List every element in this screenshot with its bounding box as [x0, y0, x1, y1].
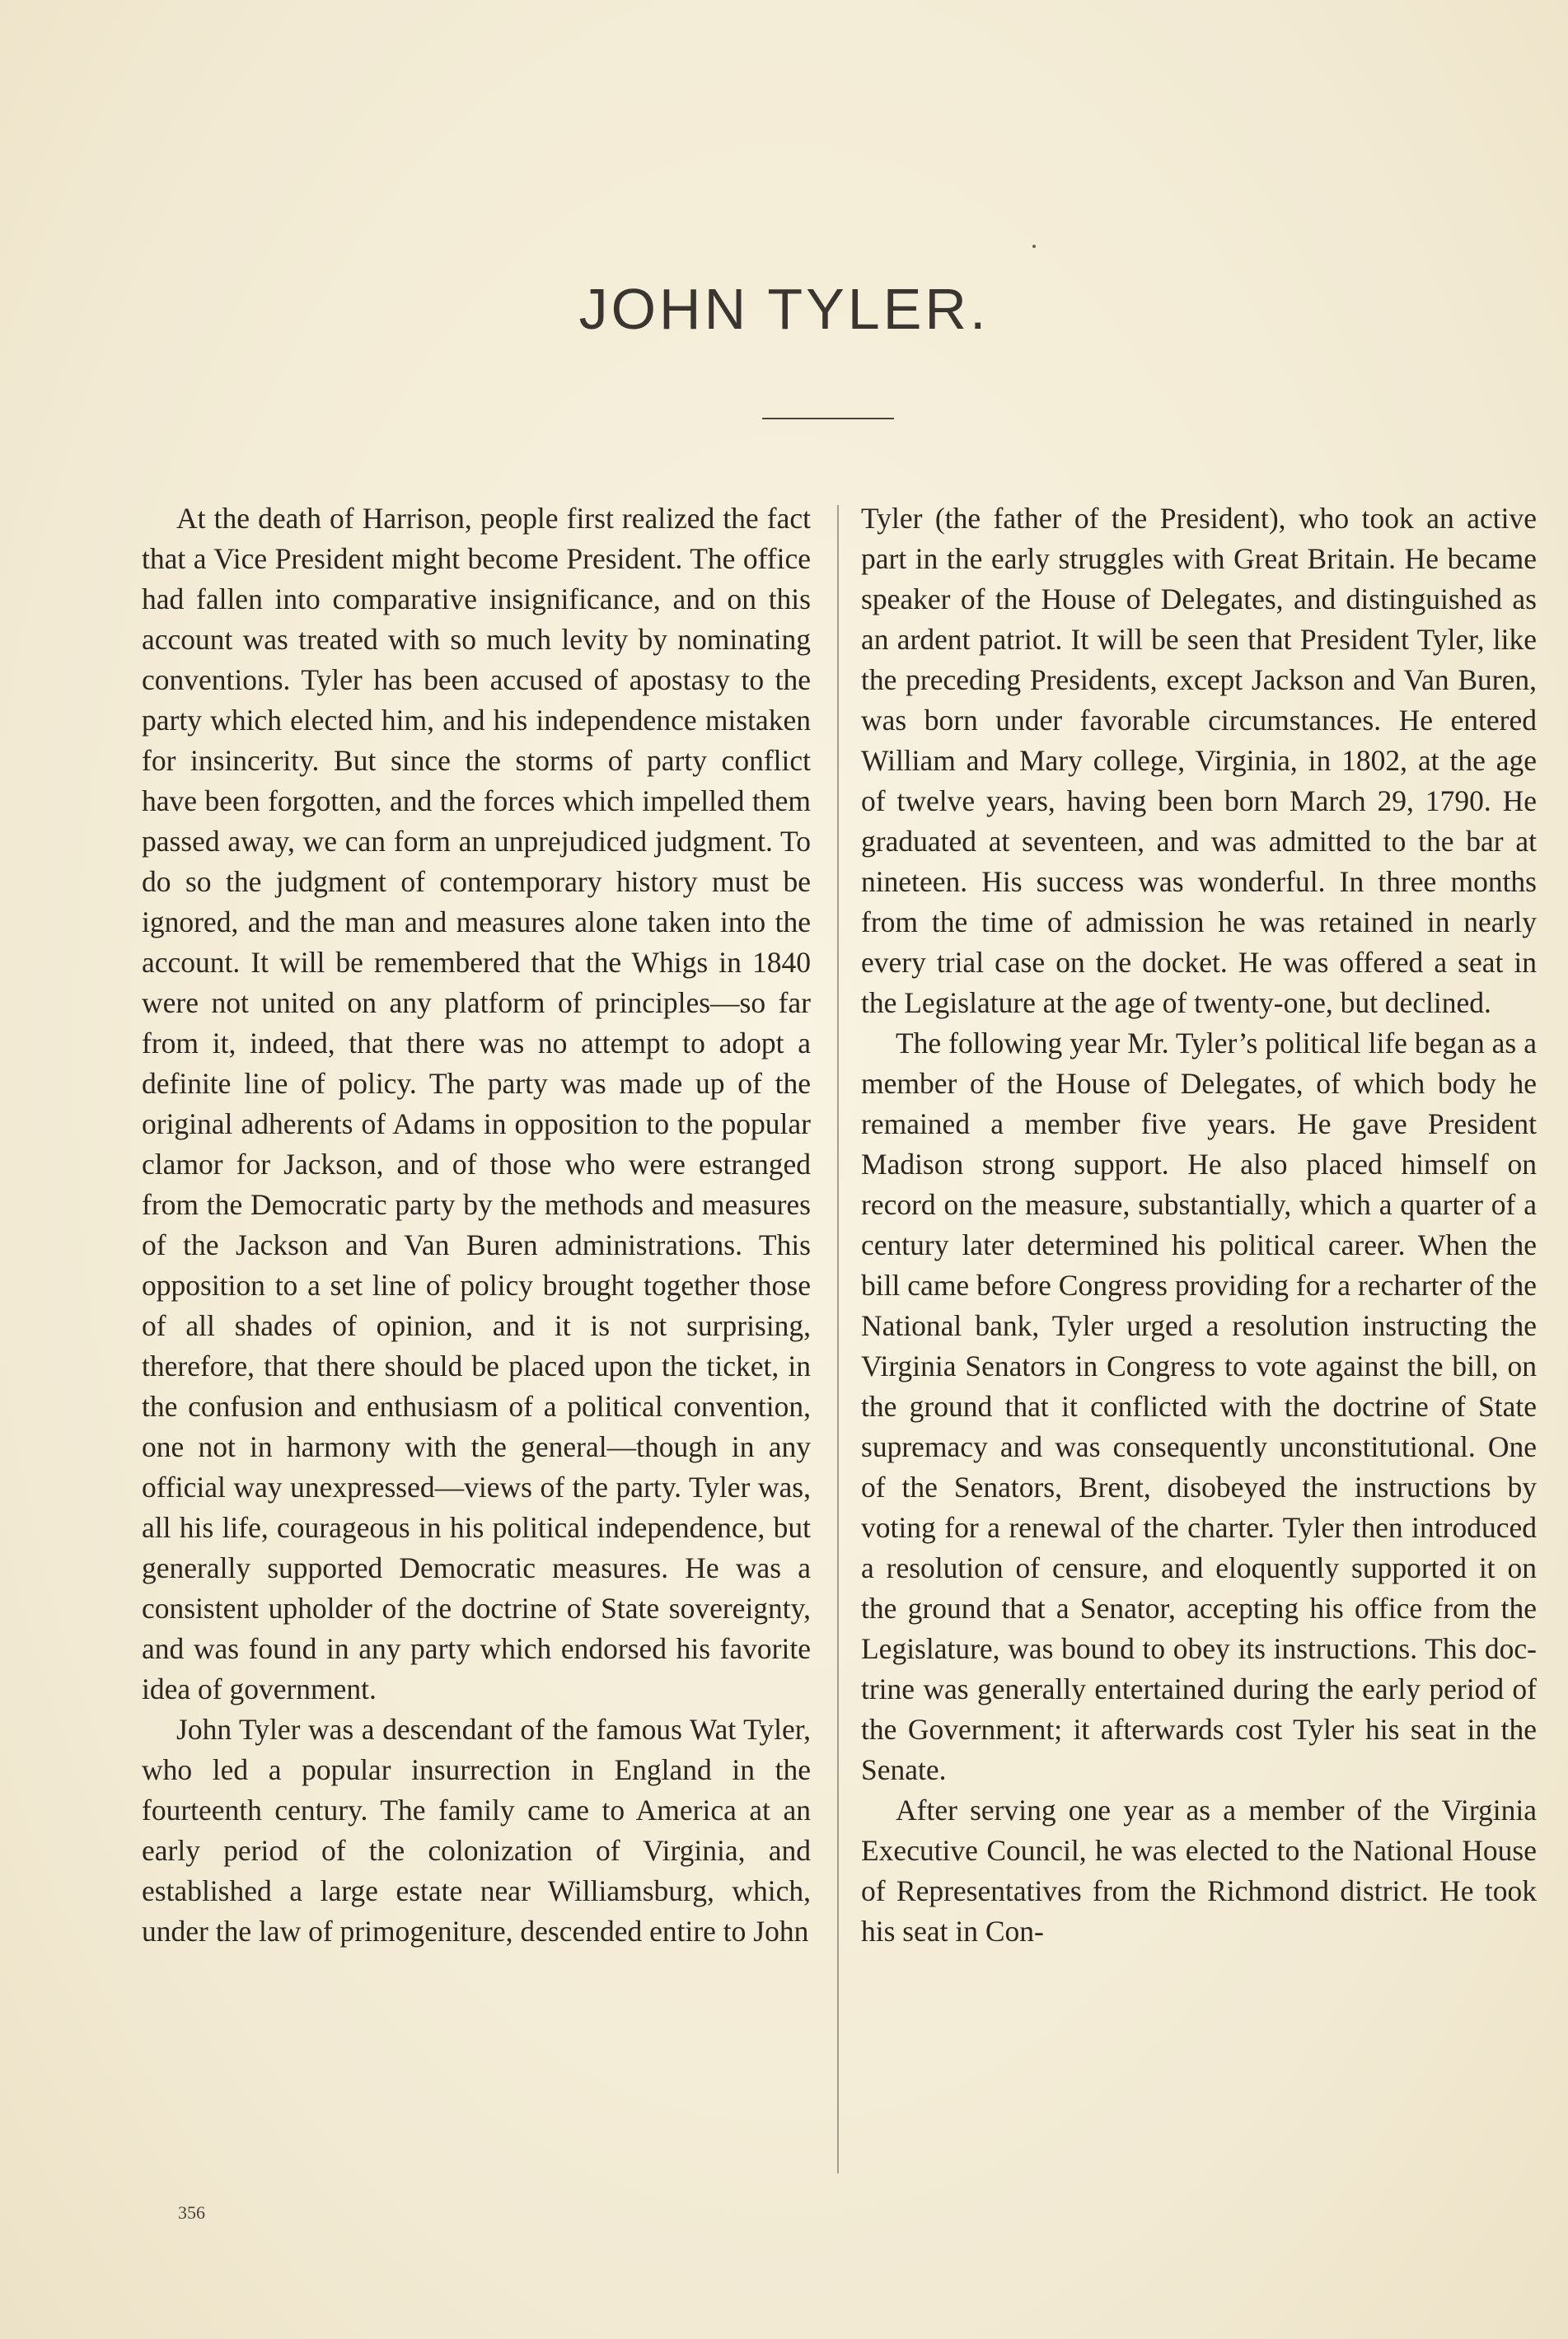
right-paragraph-1: Tyler (the father of the President), who took an active part in the early struggles with Great Britain. He became speaker of the House of Delegates, and distinguished as an ardent patriot. It will be seen that President Tyler, like the preceding Presidents, except Jackson and Van Buren, was born under favorable circumstances. He entered William and Mary college, Virginia, in 1802, at the age of twelve years, having been born March 29, 1790. He graduated at seventeen, and was admitted to the bar at nineteen. His success was wonderful. In three months from the time of admission he was retained in nearly every trial case on the docket. He was offered a seat in the Legislature at the age of twenty-one, but declined. — [861, 502, 1537, 1019]
left-column — [142, 498, 811, 1952]
right-paragraph-2: The following year Mr. Tyler’s political life began as a member of the House of Delegates, of which body he remained a member five years. He gave President Madison strong support. He also placed himself on record on the measure, substantially, which a quarter of a century later determined his political career. When the bill came before Congress providing for a recharter of the National bank, Tyler urged a resolution instructing the Virginia Senators in Congress to vote against the bill, on the ground that it conflicted with the doctrine of State supremacy and was consequently unconstitutional. One of the Senators, Brent, disobeyed the instructions by voting for a renewal of the charter. Tyler then introduced a resolution of censure, and eloquently supported it on the ground that a Senator, accepting his office from the Legislature, was bound to obey its instructions. This doctrine was generally entertained during the early period of the Government; it afterwards cost Tyler his seat in the Senate. — [861, 1027, 1537, 1786]
right-column — [861, 498, 1537, 1952]
column-divider — [837, 505, 839, 2173]
left-paragraph-2: John Tyler was a descendant of the famous Wat Tyler, who led a popular insurrection in England in the fourteenth century. The family came to America at an early period of the colonization of Virginia, and established a large estate near Williamsburg, which, under the law of primogeniture, descended entire to John — [142, 1713, 811, 1948]
page-number: 356 — [178, 2202, 205, 2223]
right-paragraph-3: After serving one year as a member of the Virginia Executive Council, he was elected to the National House of Representatives from the Richmond district. He took his seat in Con- — [861, 1794, 1537, 1948]
title-rule — [762, 418, 894, 419]
page-title: JOHN TYLER. — [578, 277, 990, 341]
paper-speck — [1032, 245, 1036, 248]
left-paragraph-1: At the death of Harrison, people first realized the fact that a Vice President might become President. The office had fallen into comparative insignificance, and on this account was treated with so much levity by nominating conventions. Tyler has been accused of apostasy to the party which elected him, and his independence mistaken for insincerity. But since the storms of party conflict have been forgotten, and the forces which impelled them passed away, we can form an unprejudiced judgment. To do so the judgment of contemporary history must be ignored, and the man and measures alone taken into the account. It will be remembered that the Whigs in 1840 were not united on any platform of principles—so far from it, indeed, that there was no attempt to adopt a definite line of policy. The party was made up of the original adherents of Adams in opposition to the popular clamor for Jackson, and of those who were estranged from the Democratic party by the methods and measures of the Jackson and Van Buren administrations. This opposition to a set line of policy brought together those of all shades of opinion, and it is not surprising, therefore, that there should be placed upon the ticket, in the confusion and enthusiasm of a political convention, one not in harmony with the general—though in any official way unexpressed—views of the party. Tyler was, all his life, courageous in his political independence, but generally supported Democratic measures. He was a consistent upholder of the doctrine of State sovereignty, and was found in any party which endorsed his favorite idea of government. — [142, 502, 811, 1705]
